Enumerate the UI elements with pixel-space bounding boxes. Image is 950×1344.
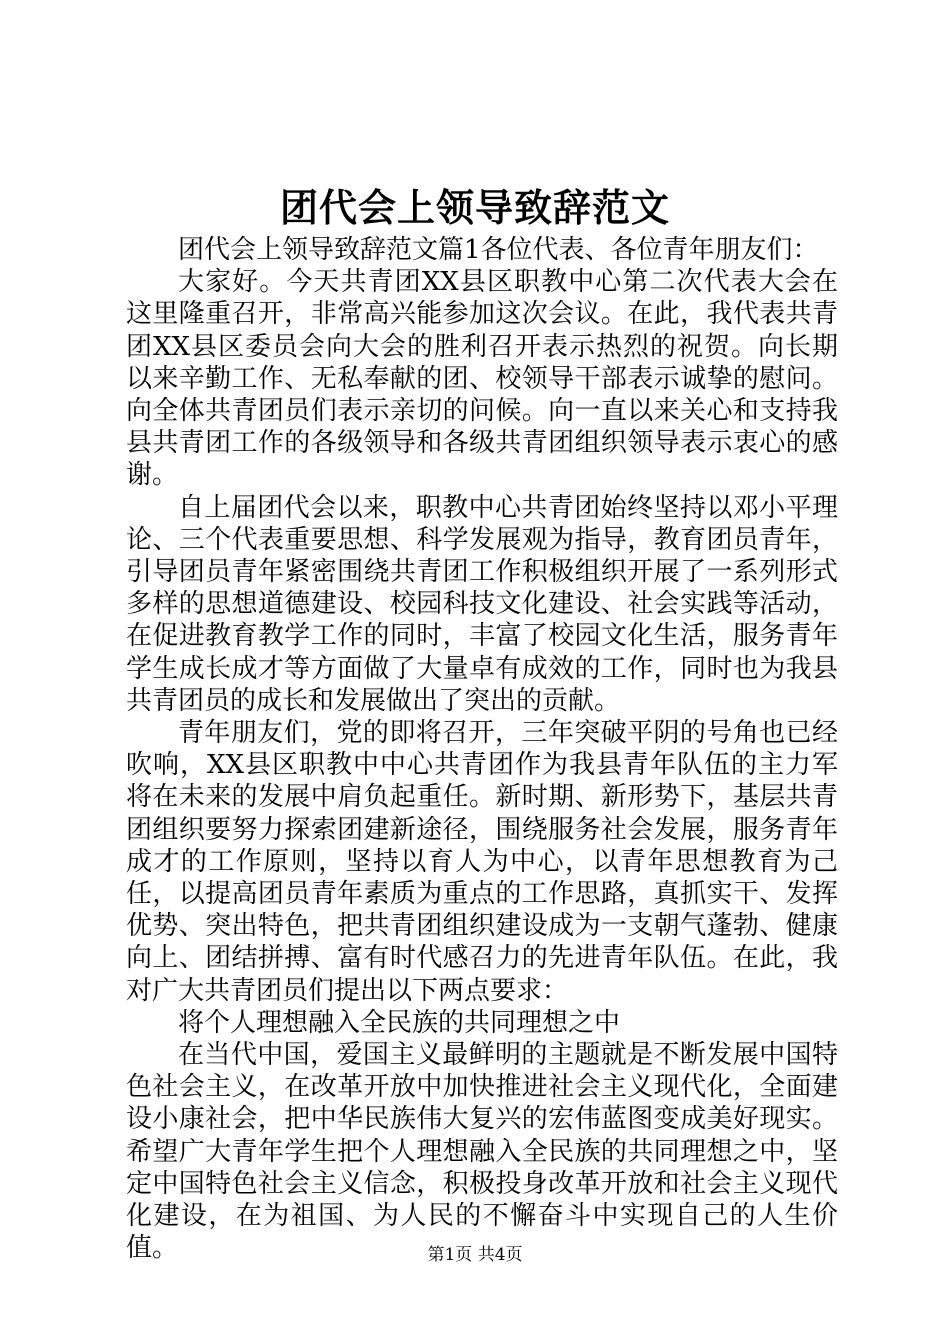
document-title: 团代会上领导致辞范文	[279, 185, 670, 230]
paragraph-ideals: 在当代中国，爱国主义最鲜明的主题就是不断发展中国特色社会主义，在改革开放中加快推进社会主义现代化，全面建设小康社会，把中华民族伟大复兴的宏伟蓝图变成美好现实。希望广大青年学生把个人理想融入全民族的共同理想之中，坚定中国特色社会主义信念，积极投身改革开放和社会主义现代化建设，在为祖国、为人民的不懈奋斗中实现自己的人生价值。	[126, 1040, 838, 1264]
paragraph-achievements: 自上届团代会以来，职教中心共青团始终坚持以邓小平理论、三个代表重要思想、科学发展观为指导，教育团员青年，引导团员青年紧密围绕共青团工作积极组织开展了一系列形式多样的思想道德建设、校园科技文化建设、社会实践等活动，在促进教育教学工作的同时，丰富了校园文化生活，服务青年学生成长成才等方面做了大量卓有成效的工作，同时也为我县共青团员的成长和发展做出了突出的贡献。	[126, 492, 838, 716]
paragraph-subheading: 将个人理想融入全民族的共同理想之中	[178, 1007, 621, 1038]
paragraph-greeting: 团代会上领导致辞范文篇1各位代表、各位青年朋友们：	[178, 235, 819, 265]
paragraph-mission: 青年朋友们，党的即将召开，三年突破平阴的号角也已经吹响，XX县区职教中中心共青团作为我县青年队伍的主力军将在未来的发展中肩负起重任。新时期、新形势下，基层共青团组织要努力探索团建新途径，围绕服务社会发展，服务青年成才的工作原则，坚持以育人为中心，以青年思想教育为己任，以提高团员青年素质为重点的工作思路，真抓实干、发挥优势、突出特色，把共青团组织建设成为一支朝气蓬勃、健康向上、团结拼搏、富有时代感召力的先进青年队伍。在此，我对广大共青团员们提出以下两点要求：	[126, 718, 838, 1006]
page-number: 第1页 共4页	[427, 1245, 523, 1265]
document-body	[126, 234, 838, 1265]
paragraph-welcome: 大家好。今天共青团XX县区职教中心第二次代表大会在这里隆重召开，非常高兴能参加这次会议。在此，我代表共青团XX县区委员会向大会的胜利召开表示热烈的祝贺。向长期以来辛勤工作、无私奉献的团、校领导干部表示诚挚的慰问。向全体共青团员们表示亲切的问候。向一直以来关心和支持我县共青团工作的各级领导和各级共青团组织领导表示衷心的感谢。	[126, 267, 838, 491]
